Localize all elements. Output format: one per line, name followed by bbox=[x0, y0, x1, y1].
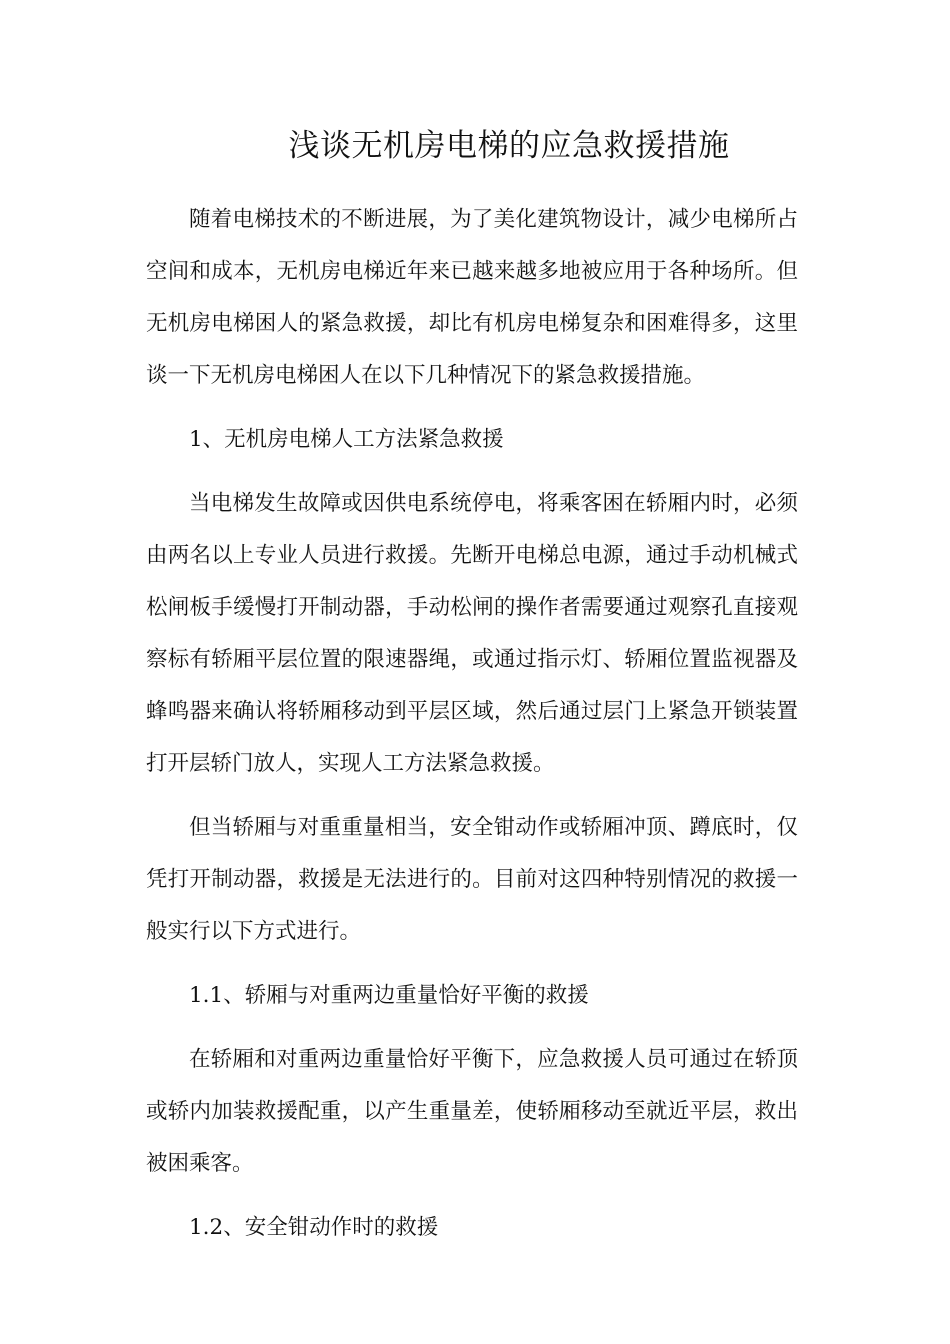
section-1-heading: 1、无机房电梯人工方法紧急救援 bbox=[189, 427, 504, 452]
section-1-paragraph-1: 当电梯发生故障或因供电系统停电，将乘客困在轿厢内时，必须由两名以上专业人员进行救援。先断开电梯总电源，通过手动机械式松闸板手缓慢打开制动器，手动松闸的操作者需要通过观察孔直接观察标有轿厢平层位置的限速器绳，或通过指示灯、轿厢位置监视器及蜂鸣器来确认将轿厢移动到平层区域，然后通过层门上紧急开锁装置打开层轿门放人，实现人工方法紧急救援。 bbox=[146, 491, 798, 776]
section-1-2-heading: 1.2、安全钳动作时的救援 bbox=[189, 1215, 439, 1240]
document-body bbox=[146, 194, 798, 1266]
section-1-1-heading: 1.1、轿厢与对重两边重量恰好平衡的救援 bbox=[189, 983, 589, 1008]
section-1-1-paragraph: 在轿厢和对重两边重量恰好平衡下，应急救援人员可通过在轿顶或轿内加装救援配重，以产生重量差，使轿厢移动至就近平层，救出被困乘客。 bbox=[146, 1047, 798, 1176]
document-title: 浅谈无机房电梯的应急救援措施 bbox=[288, 128, 730, 164]
intro-paragraph: 随着电梯技术的不断进展，为了美化建筑物设计，减少电梯所占空间和成本，无机房电梯近年来已越来越多地被应用于各种场所。但无机房电梯困人的紧急救援，却比有机房电梯复杂和困难得多，这里谈一下无机房电梯困人在以下几种情况下的紧急救援措施。 bbox=[146, 207, 798, 388]
section-1-paragraph-2: 但当轿厢与对重重量相当，安全钳动作或轿厢冲顶、蹲底时，仅凭打开制动器，救援是无法进行的。目前对这四种特别情况的救援一般实行以下方式进行。 bbox=[146, 815, 798, 944]
